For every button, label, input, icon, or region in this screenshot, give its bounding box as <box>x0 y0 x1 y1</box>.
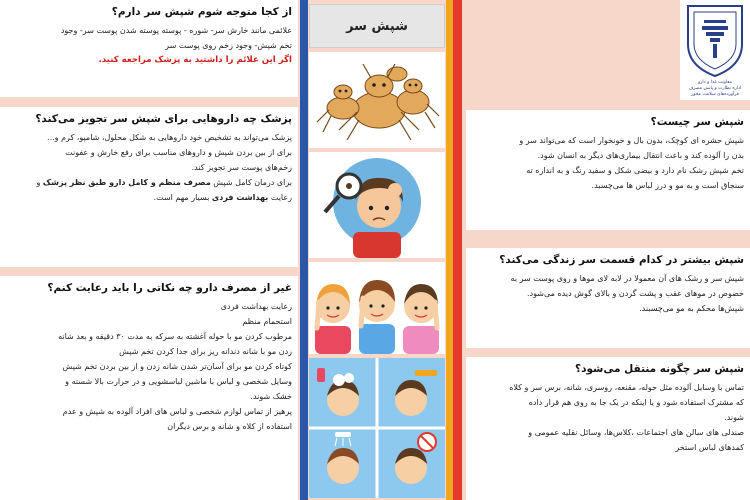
drugs-line-5b: بهداشت فردی <box>211 193 269 202</box>
symptoms-line-2: تخم شپش- وجود زخم روی پوست سر <box>165 41 292 50</box>
drugs-line-4a: برای درمان کامل شپش <box>210 178 292 187</box>
drugs-line-5a: رعایت <box>268 193 292 202</box>
tips-item: استفاده از کلاه و شانه و برس دیگران <box>167 422 292 431</box>
drugs-line-1: پزشک می‌تواند به تشخیص خود داروهایی به شکل محلول، شامپو، کرم و... <box>47 133 292 142</box>
symptoms-alert: اگر این علائم را داشتید به پزشک مراجعه کنید. <box>98 55 292 65</box>
drugs-line-4 <box>6 175 292 190</box>
tips-item: مرطوب کردن مو با حوله آغشته به سرکه به مدت ۳۰ دقیقه و بعد شانه <box>58 332 292 341</box>
drugs-panel <box>0 107 298 267</box>
what-line: سنجاق است و به مو و درز لباس ها می‌چسبد. <box>591 181 744 190</box>
spread-line: صندلی های سالن های اجتماعات ،کلاس‌ها، وسائل نقلیه عمومی و <box>528 428 744 437</box>
what-line: شپش حشره ای کوچک، بدون بال و خونخوار است که می‌تواند سر و <box>519 136 744 145</box>
tips-item: پرهیز از تماس لوازم شخصی و لباس های افراد آلوده به شپش و عدم <box>62 407 292 416</box>
prevention-icon <box>309 358 445 498</box>
drugs-line-4c: و <box>36 178 43 187</box>
red-stripe <box>453 0 462 500</box>
tips-item: رعایت بهداشت فردی <box>220 302 292 311</box>
spread-line: تماس با وسایل آلوده مثل حوله، مقنعه، روسری، شانه، برس سر و کلاه <box>509 383 744 392</box>
tips-heading: غیر از مصرف دارو چه نکاتی را باید رعایت کنم؟ <box>47 282 292 294</box>
symptoms-heading: از کجا متوجه شوم شپش سر دارم؟ <box>111 6 292 18</box>
university-logo <box>680 0 750 100</box>
spread-line: کمدهای لباس استخر <box>675 443 744 452</box>
spread-line: شوند. <box>724 413 744 422</box>
tips-item: زدن مو با شانه دندانه ریز برای جدا کردن تخم شپش <box>119 347 292 356</box>
logo-caption <box>680 80 750 98</box>
lice-icon <box>309 52 445 148</box>
spread-heading: شپش سر چگونه منتقل می‌شود؟ <box>574 363 744 375</box>
blue-stripe <box>300 0 308 500</box>
what-line: تخم شپش رشک نام دارد و بیضی شکل و سفید رنگ و به اندازه ته <box>526 166 744 175</box>
tips-item: کوتاه کردن مو برای آسان‌تر شدن شانه زدن و از بین بردن تخم شپش <box>62 362 292 371</box>
how-lice-spreads-panel <box>466 357 750 500</box>
where-heading: شپش بیشتر در کدام قسمت سر زندگی می‌کند؟ <box>499 254 744 266</box>
poster-title: شپش سر <box>309 4 445 48</box>
scratching-boy-icon <box>309 152 445 258</box>
what-line: بدن را آلوده کند و باعث انتقال بیماری‌های دیگر به انسان شود. <box>537 151 744 160</box>
drugs-line-3: زخم‌های پوست سر تجویز کند. <box>191 163 292 172</box>
scratching-kid-illustration <box>309 152 445 258</box>
prevention-illustration <box>309 358 445 498</box>
where-line: شپش‌ها محکم به مو می‌چسبند. <box>639 304 744 313</box>
symptoms-line-1: علائمی مانند خارش سر- شوره - پوسته پوسته شدن پوست سر- وجود <box>60 26 292 35</box>
where-lice-lives-panel <box>466 248 750 348</box>
where-line: شپش سر و رشک های آن معمولا در لابه لای موها و روی پوست سر به <box>510 274 744 283</box>
kids-illustration <box>309 262 445 354</box>
tips-panel <box>0 276 298 500</box>
drugs-line-4b: مصرف منظم و کامل دارو طبق نظر پزشک <box>42 178 211 187</box>
drugs-line-2: برای از بین بردن شپش و داروهای مناسب برای رفع خارش و عفونت <box>65 148 292 157</box>
logo-caption-line-1: معاونت غذا و دارو <box>698 80 732 85</box>
what-heading: شپش سر چیست؟ <box>650 116 744 128</box>
tips-item: خشک شوند. <box>250 392 292 401</box>
drugs-heading: پزشک چه داروهایی برای شپش سر تجویز می‌کند؟ <box>35 113 292 125</box>
tips-item: وسایل شخصی و لباس با ماشین لباسشویی و در حرارت بالا شسته و <box>65 377 292 386</box>
three-kids-icon <box>309 262 445 354</box>
lice-illustration <box>309 52 445 148</box>
drugs-line-5c: بسیار مهم است. <box>153 193 212 202</box>
orange-stripe <box>446 0 453 500</box>
drugs-line-5 <box>6 190 292 205</box>
where-line: خصوص در موهای عقب و پشت گردن و بالای گوش دیده می‌شود. <box>527 289 744 298</box>
symptoms-panel <box>0 0 298 97</box>
what-is-lice-panel <box>466 110 750 230</box>
logo-caption-line-2: اداره نظارت و پایش مصرف فرآورده‌های سلامت محور <box>688 86 742 97</box>
seal-icon <box>680 0 750 80</box>
tips-item: استحمام منظم <box>242 317 292 326</box>
spread-line: که مشترک استفاده شود و یا اینکه در یک جا به روی هم قرار داده <box>528 398 744 407</box>
